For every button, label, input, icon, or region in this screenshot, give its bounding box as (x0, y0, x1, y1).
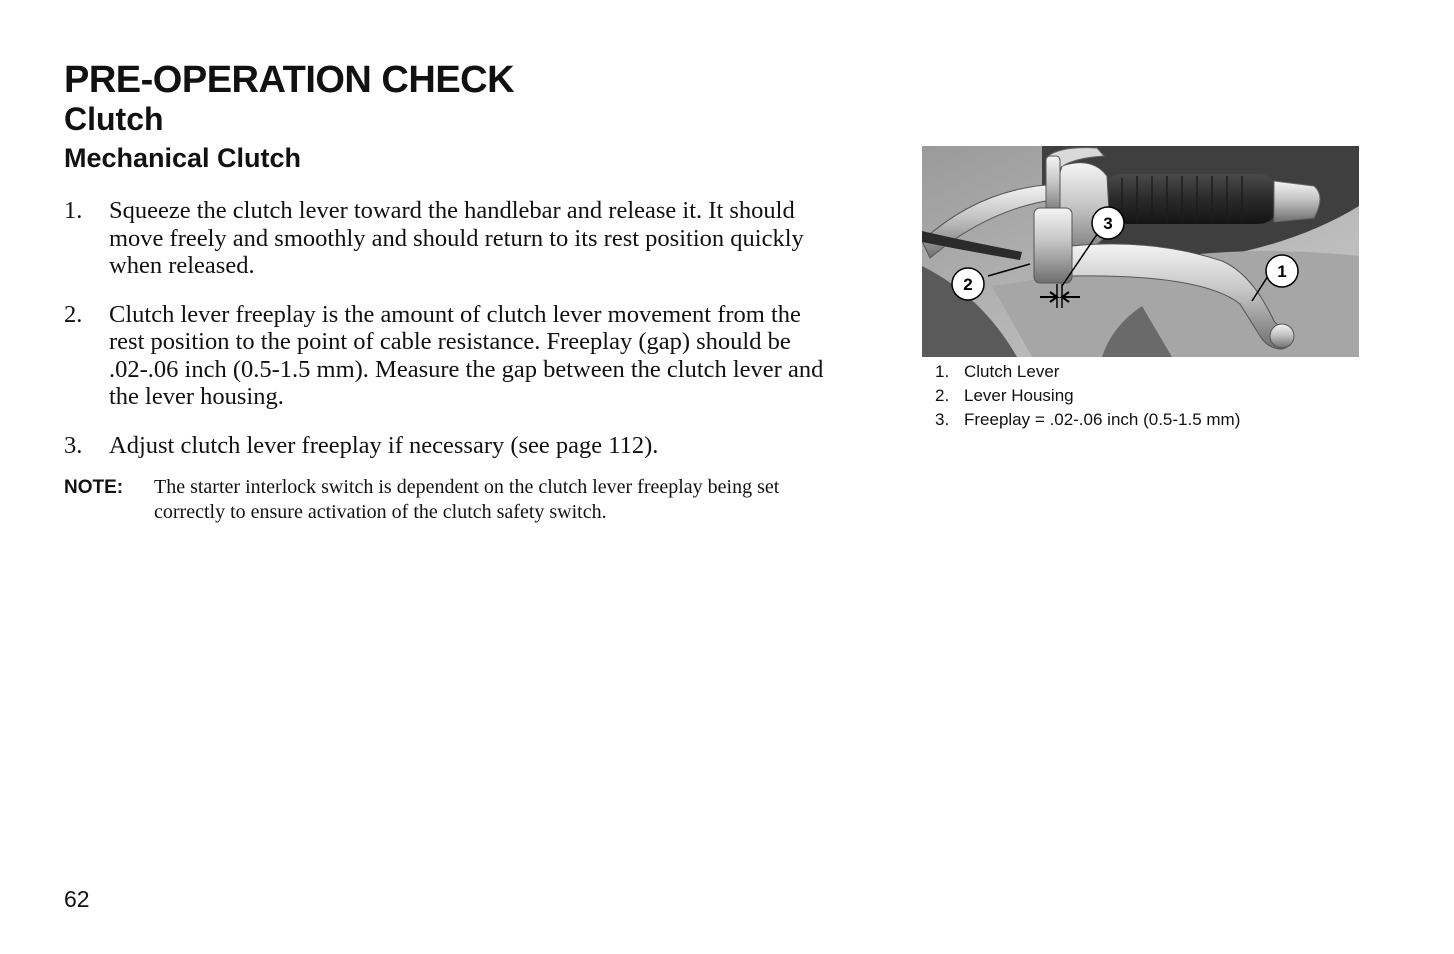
caption-item (935, 360, 1240, 384)
photo-illustration (922, 146, 1359, 357)
callout-1 (1266, 255, 1298, 287)
figure-caption (935, 360, 1240, 432)
step-item (64, 432, 834, 460)
svg-text:3: 3 (1103, 214, 1113, 233)
caption-text: Clutch Lever (964, 362, 1060, 381)
callout-2 (952, 268, 984, 300)
step-item (64, 197, 834, 280)
step-number: 3. (64, 431, 83, 459)
svg-text:1: 1 (1277, 262, 1287, 281)
step-text: Squeeze the clutch lever toward the handlebar and release it. It should move freely and smoothly and should return to its rest position quickly when released. (109, 197, 804, 279)
step-item (64, 301, 834, 411)
step-text: Adjust clutch lever freeplay if necessary (see page 112). (109, 431, 659, 459)
step-number: 1. (64, 197, 83, 224)
procedure-steps (64, 197, 834, 480)
page-title: PRE-OPERATION CHECK (64, 59, 515, 101)
caption-item (935, 408, 1240, 432)
step-number: 2. (64, 300, 83, 328)
clutch-lever-photo (922, 146, 1359, 357)
caption-item (935, 384, 1240, 408)
note-text: The starter interlock switch is dependent on the clutch lever freeplay being set correctly to ensure activation of the clutch safety switch. (154, 476, 780, 523)
caption-number: 3. (935, 410, 950, 429)
note-block (64, 475, 834, 525)
section-heading: Clutch (64, 101, 164, 137)
caption-text: Lever Housing (964, 386, 1074, 405)
note-label: NOTE: (64, 477, 124, 498)
caption-number: 1. (935, 362, 950, 381)
page-number: 62 (64, 886, 90, 912)
caption-text: Freeplay = .02-.06 inch (0.5-1.5 mm) (964, 410, 1241, 429)
step-text: Clutch lever freeplay is the amount of clutch lever movement from the rest position to the point of cable resistance. Freeplay (gap) should be .02-.06 inch (0.5-1.5 mm). Measure the gap between the clutch lever and the lever housing. (109, 300, 824, 410)
callout-3 (1092, 207, 1124, 239)
svg-text:2: 2 (963, 275, 973, 294)
subsection-heading: Mechanical Clutch (64, 143, 302, 173)
caption-number: 2. (935, 386, 950, 405)
